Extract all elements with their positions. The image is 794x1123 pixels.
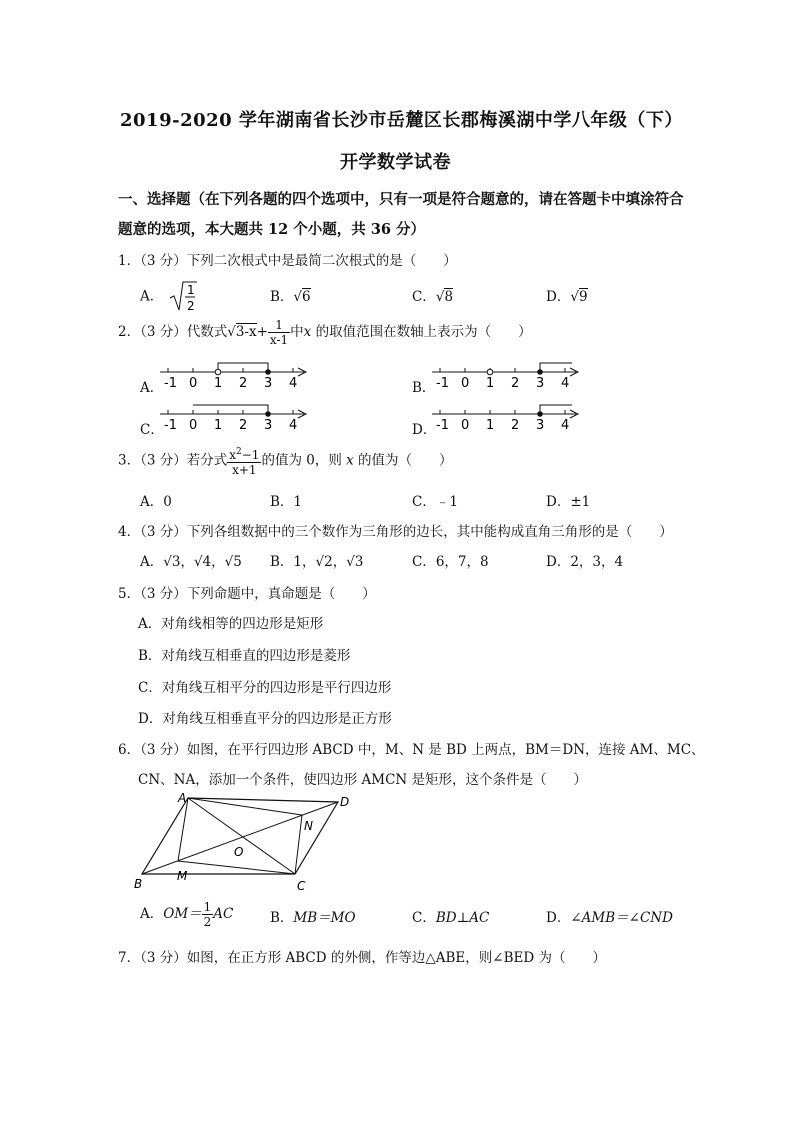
question-5-option-b: B．对角线互相垂直的四边形是菱形 bbox=[138, 648, 351, 664]
stem-prefix: 3．（3 分）若分式 bbox=[118, 452, 228, 469]
numerator-base: x bbox=[229, 448, 237, 462]
question-3-option-c bbox=[412, 490, 458, 510]
fraction bbox=[202, 900, 214, 929]
question-4-option-a bbox=[140, 550, 242, 570]
sqrt-symbol: √ bbox=[435, 289, 445, 305]
sqrt-symbol: √ bbox=[293, 289, 303, 305]
tick-label: 4 bbox=[561, 376, 570, 391]
number-line-d bbox=[430, 396, 586, 436]
option-label: D． bbox=[546, 494, 571, 510]
sqrt-symbol: √ bbox=[227, 324, 236, 340]
radicand: 9 bbox=[578, 289, 588, 305]
question-3-option-d bbox=[546, 490, 590, 510]
tick-label: 2 bbox=[239, 376, 248, 391]
tick-label: 2 bbox=[511, 376, 520, 391]
option-text: 1 bbox=[293, 494, 303, 510]
tick-label: 0 bbox=[461, 418, 470, 433]
tick-label: 1 bbox=[214, 376, 223, 391]
option-label: A． bbox=[140, 494, 164, 510]
option-text: √3，√4，√5 bbox=[163, 554, 242, 570]
variable: x bbox=[303, 324, 312, 340]
question-6-stem-line1: 6．（3 分）如图，在平行四边形 ABCD 中，M、N 是 BD 上两点，BM＝DN，连接 AM、MC、 bbox=[118, 742, 705, 758]
solution-range bbox=[540, 363, 572, 372]
tick-label: 1 bbox=[214, 418, 223, 433]
radicand: 8 bbox=[444, 289, 454, 305]
tick-label: 0 bbox=[189, 376, 198, 391]
radicand: 6 bbox=[302, 289, 311, 305]
question-2-option-d-label: D． bbox=[412, 422, 437, 438]
question-1-option-d bbox=[546, 285, 588, 305]
open-point bbox=[215, 369, 221, 375]
question-4-option-d bbox=[546, 550, 623, 570]
question-6-option-d bbox=[546, 906, 673, 926]
plus-sign: + bbox=[256, 324, 268, 340]
tick-label: 2 bbox=[239, 418, 248, 433]
label-a: A bbox=[178, 791, 187, 805]
label-b: B bbox=[134, 877, 143, 891]
tick-label: 1 bbox=[486, 418, 495, 433]
question-3-option-a bbox=[140, 490, 172, 510]
tick-label: 4 bbox=[289, 376, 298, 391]
tick-label: 3 bbox=[264, 418, 273, 433]
tick-label: 3 bbox=[536, 418, 545, 433]
page-title-line1: 2019-2020 学年湖南省长沙市岳麓区长郡梅溪湖中学八年级（下） bbox=[120, 110, 683, 131]
label-o: O bbox=[234, 845, 244, 859]
stem-prefix: 2．（3 分）代数式 bbox=[118, 324, 228, 340]
option-label: A． bbox=[140, 288, 164, 305]
question-6-option-a bbox=[140, 900, 233, 929]
tick-label: 3 bbox=[264, 376, 273, 391]
option-label: C． bbox=[412, 910, 436, 926]
label-m: M bbox=[177, 869, 188, 883]
tick-label: 0 bbox=[189, 418, 198, 433]
fraction-numerator bbox=[227, 445, 261, 463]
question-1-option-c bbox=[412, 285, 453, 305]
parallelogram-figure bbox=[130, 788, 360, 898]
question-2-option-a-label: A． bbox=[140, 380, 164, 396]
option-label: B． bbox=[270, 910, 294, 926]
closed-point bbox=[537, 369, 543, 375]
tick-label: 2 bbox=[511, 418, 520, 433]
page-title-line2: 开学数学试卷 bbox=[340, 152, 451, 173]
tick-label: 0 bbox=[461, 376, 470, 391]
open-point bbox=[487, 369, 493, 375]
option-label: C． bbox=[412, 494, 436, 510]
option-label: D． bbox=[546, 289, 571, 305]
option-text: MB＝MO bbox=[293, 910, 356, 926]
option-text: 0 bbox=[163, 494, 172, 510]
section-header-line1: 一、选择题（在下列各题的四个选项中，只有一项是符合题意的，请在答题卡中填涂符合 bbox=[118, 191, 684, 208]
question-4-option-b bbox=[270, 550, 363, 570]
option-text: 6，7，8 bbox=[435, 554, 489, 570]
number-line-c bbox=[158, 396, 314, 436]
variable: x bbox=[346, 452, 354, 469]
fraction-denominator: 2 bbox=[203, 915, 212, 929]
option-label: A． bbox=[140, 554, 164, 570]
option-label: D． bbox=[546, 554, 571, 570]
option-text: 1，√2，√3 bbox=[293, 554, 364, 570]
label-c: C bbox=[297, 879, 306, 893]
solution-range bbox=[193, 405, 268, 414]
option-text: AC bbox=[213, 906, 234, 922]
closed-point bbox=[265, 369, 271, 375]
label-d: D bbox=[340, 795, 350, 809]
stem-suffix: 的取值范围在数轴上表示为（ ） bbox=[311, 324, 532, 340]
stem-text: 的值为 0，则 bbox=[261, 452, 347, 469]
question-1-option-a bbox=[140, 280, 198, 314]
radicand-numerator: 1 bbox=[186, 283, 195, 297]
option-label: C． bbox=[412, 554, 436, 570]
option-label: B． bbox=[270, 289, 294, 305]
option-text: OM＝ bbox=[163, 906, 202, 922]
option-text: BD⊥AC bbox=[435, 910, 490, 926]
stem-suffix: 的值为（ ） bbox=[353, 452, 453, 469]
tick-label: 4 bbox=[561, 418, 570, 433]
question-3-stem bbox=[118, 445, 453, 477]
tick-label: -1 bbox=[436, 376, 449, 391]
question-4-option-c bbox=[412, 550, 489, 570]
section-header-line2: 题意的选项，本大题共 12 个小题，共 36 分） bbox=[118, 221, 426, 238]
question-3-option-b bbox=[270, 490, 302, 510]
numerator-exponent: 2 bbox=[236, 447, 242, 457]
question-7-stem: 7．（3 分）如图，在正方形 ABCD 的外侧，作等边△ABE，则∠BED 为（ ） bbox=[118, 950, 606, 966]
option-text: ±1 bbox=[570, 494, 591, 510]
question-5-option-a: A．对角线相等的四边形是矩形 bbox=[138, 616, 324, 632]
question-1-stem: 1．（3 分）下列二次根式中是最简二次根式的是（ ） bbox=[118, 253, 457, 269]
radicand-denominator: 2 bbox=[186, 299, 195, 313]
sqrt-fraction bbox=[168, 280, 198, 314]
fraction-numerator: 1 bbox=[268, 318, 290, 333]
question-2-stem bbox=[118, 318, 532, 347]
question-2-option-b-label: B． bbox=[412, 380, 436, 396]
option-label: B． bbox=[270, 494, 294, 510]
tick-label: -1 bbox=[164, 376, 177, 391]
fraction-denominator: x+1 bbox=[232, 463, 257, 477]
fraction bbox=[268, 318, 290, 347]
closed-point bbox=[265, 411, 271, 417]
sqrt-symbol: √ bbox=[570, 289, 579, 305]
tick-label: -1 bbox=[436, 418, 449, 433]
question-5-option-c: C．对角线互相平分的四边形是平行四边形 bbox=[138, 680, 392, 696]
option-text: ∠AMB＝∠CND bbox=[570, 910, 673, 926]
question-1-option-b bbox=[270, 285, 311, 305]
solution-range bbox=[540, 405, 572, 414]
option-label: A． bbox=[140, 906, 164, 922]
question-5-option-d: D．对角线互相垂直平分的四边形是正方形 bbox=[138, 711, 392, 727]
option-label: B． bbox=[270, 554, 294, 570]
fraction bbox=[227, 445, 261, 477]
question-4-stem: 4．（3 分）下列各组数据中的三个数作为三角形的边长，其中能构成直角三角形的是（ ） bbox=[118, 524, 673, 540]
number-line-b bbox=[430, 354, 586, 394]
question-6-stem-line2: CN、NA，添加一个条件，使四边形 AMCN 是矩形，这个条件是（ ） bbox=[138, 772, 587, 788]
numerator-tail: −1 bbox=[241, 448, 260, 462]
fraction-denominator: x-1 bbox=[269, 333, 289, 347]
tick-label: 4 bbox=[289, 418, 298, 433]
option-text: 2，3，4 bbox=[570, 554, 624, 570]
tick-label: -1 bbox=[164, 418, 177, 433]
label-n: N bbox=[304, 819, 313, 833]
question-5-stem: 5．（3 分）下列命题中，真命题是（ ） bbox=[118, 586, 376, 602]
number-line-a bbox=[158, 354, 314, 394]
option-text: ﹣1 bbox=[435, 494, 458, 510]
stem-text: 中 bbox=[290, 324, 304, 340]
option-label: C． bbox=[412, 289, 436, 305]
question-6-option-c bbox=[412, 906, 489, 926]
fraction-numerator: 1 bbox=[203, 900, 212, 914]
tick-label: 1 bbox=[486, 376, 495, 391]
question-6-option-b bbox=[270, 906, 356, 926]
closed-point bbox=[537, 411, 543, 417]
tick-label: 3 bbox=[536, 376, 545, 391]
radicand: 3-x bbox=[235, 324, 257, 340]
question-2-option-c-label: C． bbox=[140, 422, 164, 438]
option-label: D． bbox=[546, 910, 571, 926]
